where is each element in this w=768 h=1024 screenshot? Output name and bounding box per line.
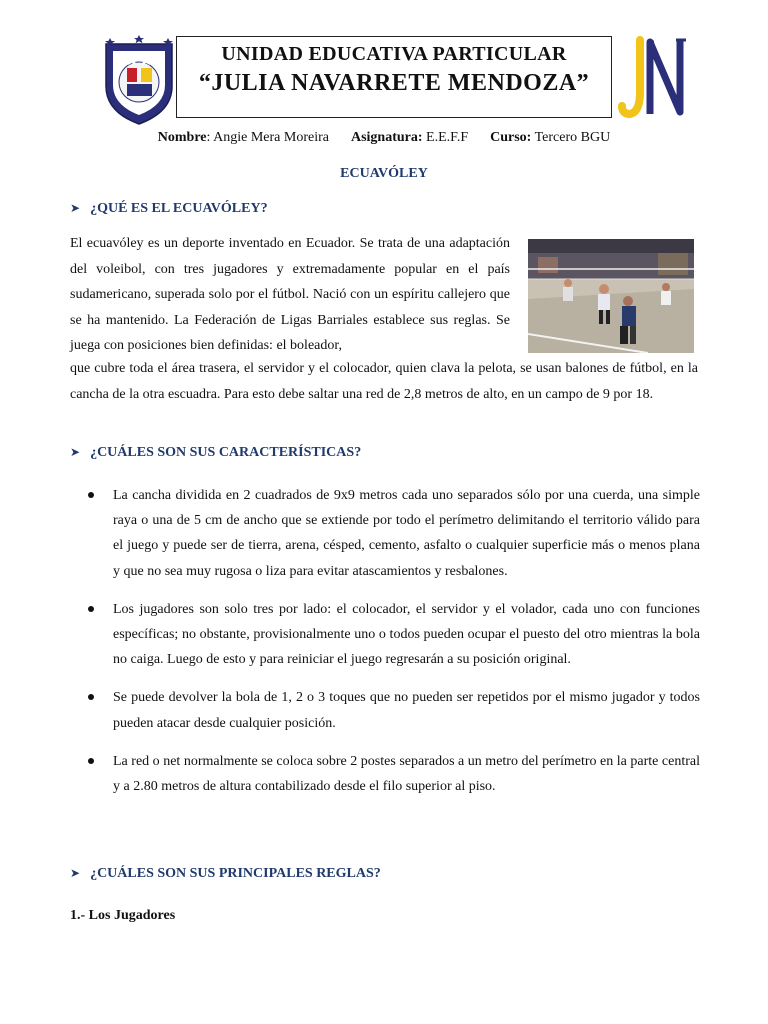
curso-value: Tercero BGU (531, 130, 611, 145)
list-item-text: La red o net normalmente se coloca sobre 2 postes separados a un metro del perímetro en la parte central y a 2.80 metros de altura contabilizado desde el filo superior al piso. (113, 753, 700, 795)
subheading-jugadores: 1.- Los Jugadores (70, 908, 176, 923)
paragraph-intro-full: que cubre toda el área trasera, el servidor y el colocador, quien clava la pelota, se usan balones de fútbol, en la cancha de la otra escuadra. Para esto debe saltar una red de 2,8 metros de alto, en un campo de 9 por 18. (70, 361, 698, 402)
arrow-bullet-icon: ➤ (70, 445, 81, 459)
bullet-dot-icon (88, 606, 94, 612)
bullet-dot-icon (88, 694, 94, 700)
section-heading-reglas (70, 866, 381, 882)
list-item (88, 685, 700, 735)
asignatura-value: E.E.F.F (422, 130, 469, 145)
list-item (88, 483, 700, 584)
arrow-bullet-icon: ➤ (70, 866, 81, 880)
asignatura-label: Asignatura: (350, 130, 423, 145)
paragraph-intro-wrap: El ecuavóley es un deporte inventado en Ecuador. Se trata de una adaptación del voleibol, con tres jugadores y extremadamente popular en el país sudamericano, superada solo por el fútbol. Nació con un espíritu callejero que se ha mantenido. La Federación de Ligas Barriales establece sus reglas. Se juega con posiciones bien definidas: el boleador, (70, 236, 510, 354)
institution-header (176, 36, 612, 118)
institution-type: UNIDAD EDUCATIVA PARTICULAR (221, 43, 567, 65)
list-item-text: Se puede devolver la bola de 1, 2 o 3 toques que no pueden ser repetidos por el mismo jugador y todos pueden atacar desde cualquier posición. (113, 690, 700, 731)
list-item (88, 749, 700, 799)
ecuavoley-match-photo (528, 239, 694, 353)
bullet-dot-icon (88, 492, 94, 498)
document-title: ECUAVÓLEY (340, 166, 428, 181)
curso-label: Curso: (490, 130, 532, 145)
institution-name: “JULIA NAVARRETE MENDOZA” (198, 70, 590, 96)
section-heading-text: ¿CUÁLES SON SUS PRINCIPALES REGLAS? (90, 866, 381, 881)
list-item (88, 597, 700, 673)
list-item-text: Los jugadores son solo tres por lado: el colocador, el servidor y el volador, cada uno con funciones específicas; no obstante, provisionalmente uno o todos pueden ocupar el puesto del otro mientras la bola no caiga. Luego de esto y para reiniciar el juego regresarán a su posición original. (113, 601, 700, 668)
list-item-text: La cancha dividida en 2 cuadrados de 9x9 metros cada uno separados sólo por una cuerda, una simple raya o una de 5 cm de ancho que se extiende por todo el perímetro delimitando el territorio válido para el juego y puede ser de tierra, arena, césped, cemento, asfalto o cualquier superficie más o menos plana y que no sea muy rugosa o liza para evitar atascamientos y resbalones. (113, 488, 700, 579)
nombre-value: : Angie Mera Moreira (206, 130, 329, 145)
characteristics-list (88, 483, 700, 812)
arrow-bullet-icon: ➤ (70, 201, 81, 215)
section-heading-text: ¿QUÉ ES EL ECUAVÓLEY? (90, 201, 268, 216)
section-heading-caracteristicas (70, 445, 361, 461)
section-heading-que-es (70, 201, 268, 217)
school-crest-logo (100, 34, 178, 126)
student-info-line (0, 130, 768, 146)
jn-monogram-logo (618, 34, 694, 122)
section-heading-text: ¿CUÁLES SON SUS CARACTERÍSTICAS? (90, 445, 362, 460)
nombre-label: Nombre (157, 130, 207, 145)
bullet-dot-icon (88, 758, 94, 764)
